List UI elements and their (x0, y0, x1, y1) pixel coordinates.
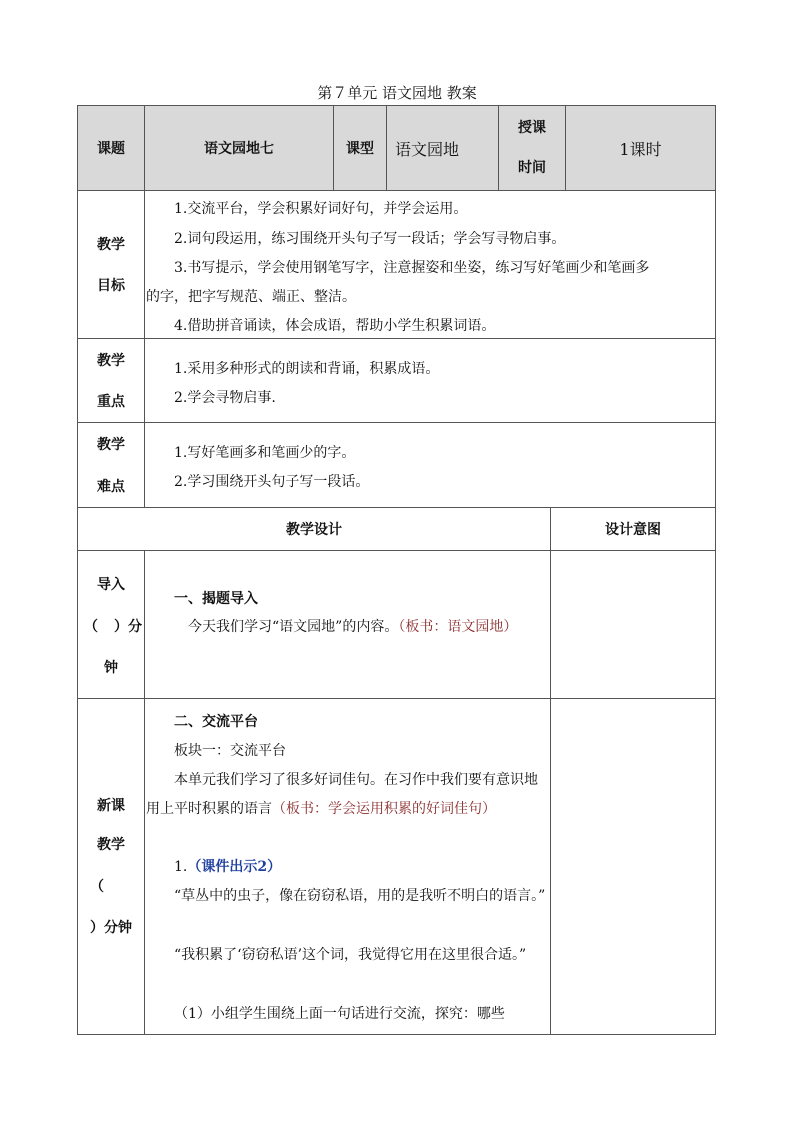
newlesson-heading: 二、交流平台 (174, 714, 258, 730)
goals-label-1: 教学 (97, 237, 125, 253)
keypoint-item-1: 1.采用多种形式的朗读和背诵，积累成语。 (174, 361, 440, 377)
difficulty-item-1: 1.写好笔画多和笔画少的字。 (174, 445, 356, 461)
newlesson-paragraph (146, 766, 550, 824)
intro-board-note: （板书：语文园地） (398, 619, 518, 635)
quote-1: “草丛中的虫子，像在窃窃私语，用的是我听不明白的语言。” (174, 888, 546, 904)
keypoints-label-1: 教学 (97, 353, 125, 369)
newlesson-label-3: （ (90, 879, 104, 895)
intent-column-header: 设计意图 (605, 522, 661, 538)
intro-heading: 一、揭题导入 (174, 591, 258, 607)
type-label: 课型 (334, 106, 386, 190)
keypoint-item-2: 2.学会寻物启事. (174, 390, 276, 406)
difficulties-label-1: 教学 (97, 437, 125, 453)
courseware-tag: （课件出示2） (187, 859, 282, 875)
topic-label: 课题 (78, 106, 144, 190)
newlesson-sub-1: （1）小组学生围绕上面一句话进行交流，探究：哪些 (174, 1006, 505, 1022)
newlesson-board-note: （板书：学会运用积累的好词佳句） (272, 801, 496, 817)
difficulties-label-2: 难点 (97, 479, 125, 495)
quote-2: “我积累了‘窃窃私语’这个词，我觉得它用在这里很合适。” (174, 947, 527, 963)
goal-item-1: 1.交流平台，学会积累好词好句，并学会运用。 (174, 201, 468, 217)
item1-prefix: 1. (174, 859, 188, 875)
intro-paragraph (146, 613, 550, 642)
time-label (499, 106, 565, 190)
type-value: 语文园地 (387, 106, 498, 190)
goal-item-2: 2.词句段运用，练习围绕开头句子写一段话；学会写寻物启事。 (174, 231, 566, 247)
topic-value: 语文园地七 (145, 106, 333, 190)
time-value: 1课时 (566, 106, 715, 190)
intro-text: 今天我们学习“语文园地”的内容。 (188, 619, 399, 635)
design-column-header: 教学设计 (286, 522, 342, 538)
goals-label-2: 目标 (97, 278, 125, 294)
document-title: 第７单元 语文园地 教案 (317, 84, 477, 102)
goal-item-3: 3.书写提示，学会使用钢笔写字，注意握姿和坐姿，练习写好笔画少和笔画多 (174, 260, 650, 276)
intro-label-1: 导入 (97, 577, 125, 593)
difficulty-item-2: 2.学习围绕开头句子写一段话。 (174, 474, 370, 490)
newlesson-item-1 (174, 857, 281, 877)
newlesson-label-4: ）分钟 (90, 920, 132, 936)
newlesson-label-2: 教学 (97, 837, 125, 853)
newlesson-label-1: 新课 (97, 798, 125, 814)
intro-label-2a: （ (84, 619, 98, 635)
keypoints-label-2: 重点 (97, 394, 125, 410)
newlesson-block: 板块一：交流平台 (174, 743, 286, 759)
intro-label-2b: ）分 (114, 619, 142, 635)
intro-label-3: 钟 (104, 660, 118, 676)
goal-item-3-cont: 的字，把字写规范、端正、整洁。 (146, 289, 356, 305)
time-label-line-2: 时间 (518, 160, 546, 176)
newlesson-text: 本单元我们学习了很多好词佳句。在习作中我们要有意识地用上平时积累的语言 (146, 772, 538, 817)
goal-item-4: 4.借助拼音诵读，体会成语，帮助小学生积累词语。 (174, 318, 496, 334)
time-label-line-1: 授课 (518, 120, 546, 136)
